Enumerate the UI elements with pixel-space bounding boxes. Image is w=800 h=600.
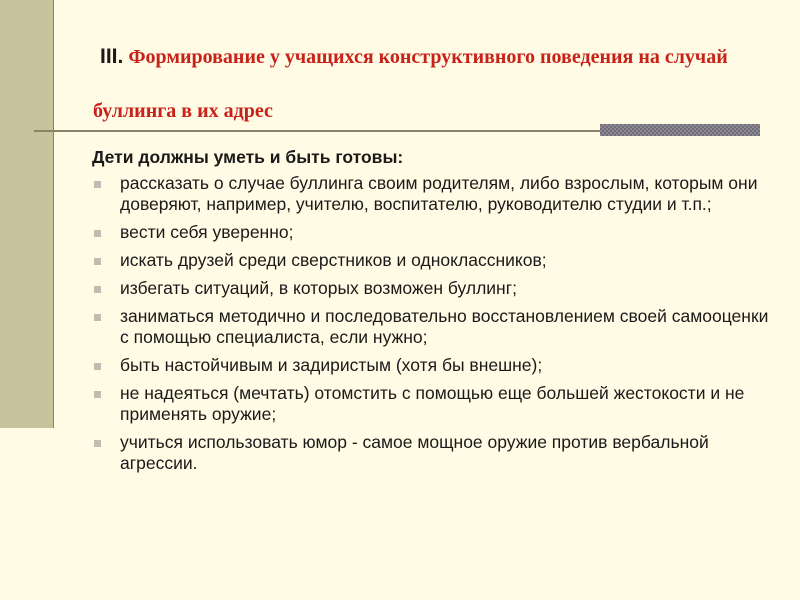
title-divider (34, 130, 600, 132)
list-item-text: искать друзей среди сверстников и одноклассников; (120, 250, 547, 270)
list-item (92, 173, 772, 215)
square-bullet-icon (94, 314, 101, 321)
list-item (92, 355, 772, 376)
section-number: III. (100, 45, 124, 68)
bullet-list (92, 173, 772, 474)
list-item-text: вести себя уверенно; (120, 222, 294, 242)
list-item (92, 250, 772, 271)
checkered-decoration (600, 124, 760, 136)
square-bullet-icon (94, 440, 101, 447)
side-decoration-bar (0, 0, 54, 428)
list-item (92, 432, 772, 474)
square-bullet-icon (94, 363, 101, 370)
list-item-text: не надеяться (мечтать) отомстить с помощью еще большей жестокости и не применять оружие; (120, 383, 745, 424)
list-item-text: быть настойчивым и задиристым (хотя бы внешне); (120, 355, 543, 375)
square-bullet-icon (94, 391, 101, 398)
square-bullet-icon (94, 230, 101, 237)
intro-text: Дети должны уметь и быть готовы: (92, 147, 404, 167)
square-bullet-icon (94, 286, 101, 293)
slide-body (92, 146, 772, 481)
title-text: Формирование у учащихся конструктивного поведения на случай буллинга в их адрес (93, 46, 728, 122)
square-bullet-icon (94, 181, 101, 188)
square-bullet-icon (94, 258, 101, 265)
list-item-text: избегать ситуаций, в которых возможен буллинг; (120, 278, 517, 298)
list-item (92, 278, 772, 299)
list-item (92, 383, 772, 425)
list-item-text: учиться использовать юмор - самое мощное оружие против вербальной агрессии. (120, 432, 709, 473)
list-item (92, 222, 772, 243)
list-item-text: заниматься методично и последовательно восстановлением своей самооценки с помощью специалиста, если нужно; (120, 306, 769, 347)
slide-title (93, 30, 773, 138)
list-item (92, 306, 772, 348)
list-item-text: рассказать о случае буллинга своим родителям, либо взрослым, которым они доверяют, например, учителю, воспитателю, руководителю студии и т.п.; (120, 173, 758, 214)
